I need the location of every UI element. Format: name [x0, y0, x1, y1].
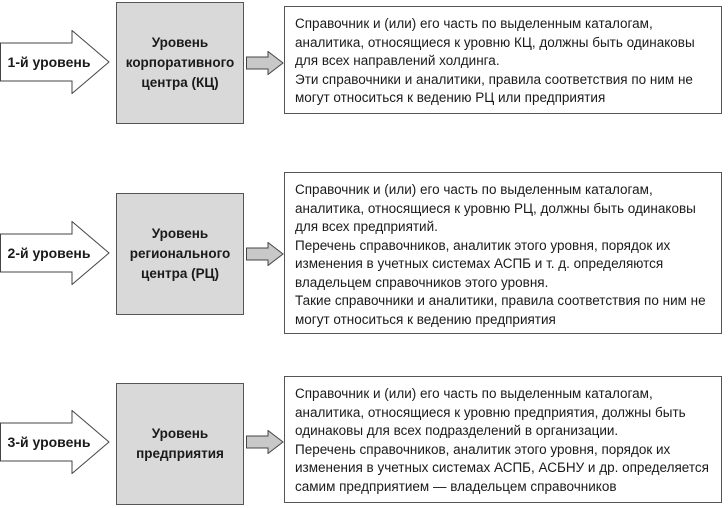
level-2-desc-para-3: Такие справочники и аналитики, правила соответствия по ним не могут относиться к ведению предприятия [295, 293, 706, 327]
level-1-box-line-1: Уровень [151, 35, 209, 50]
level-1-box-line-2: корпоративного [125, 55, 235, 70]
level-2-box-line-3: центра (РЦ) [141, 266, 219, 281]
level-1-description [284, 6, 722, 114]
level-2-box-line-1: Уровень [151, 226, 209, 241]
level-1-box-line-3: центра (КЦ) [141, 75, 219, 90]
level-2-description [284, 172, 722, 334]
level-3-box-line-2: предприятия [136, 446, 224, 461]
level-2-arrow [0, 221, 110, 285]
level-3-box [116, 383, 244, 505]
level-2-desc-para-2: Перечень справочников, аналитик этого уровня, порядок их изменения в учетных системах АСПБ и т. д. определяются владельцем справочников этого уровня. [295, 237, 671, 290]
level-1-connector-arrow-icon [246, 51, 284, 75]
level-1-arrow [0, 30, 110, 94]
level-2-box [116, 193, 244, 315]
level-1-desc-para-2: Эти справочники и аналитики, правила соответствия по ним не могут относиться к ведению РЦ или предприятия [295, 71, 693, 105]
level-3-desc-para-1: Справочник и (или) его часть по выделенным каталогам, аналитика, относящиеся к уровню предприятия, должны быть одинаковы для всех подразделений в организации. [295, 386, 686, 438]
level-3-connector-arrow-icon [246, 430, 284, 454]
level-1-box [116, 2, 244, 124]
level-3-desc-para-2: Перечень справочников, аналитик этого уровня, порядок их изменения в учетных системах АСПБ, АСБНУ и др. определяется самим предприятием — владельцем справочников [295, 441, 709, 494]
level-1-desc-para-1: Справочник и (или) его часть по выделенным каталогам, аналитика, относящиеся к уровню КЦ, должны быть одинаковы для всех направлений холдинга. [295, 16, 695, 68]
level-3-arrow [0, 410, 110, 474]
level-2-connector-arrow-icon [246, 242, 284, 266]
level-3-box-line-1: Уровень [151, 426, 209, 441]
level-1-label: 1-й уровень [7, 54, 91, 70]
level-2-label: 2-й уровень [7, 245, 91, 261]
level-3-label: 3-й уровень [7, 434, 91, 450]
level-2-desc-para-1: Справочник и (или) его часть по выделенным каталогам, аналитика, относящиеся к уровню РЦ, должны быть одинаковы для всех предприятий. [295, 182, 696, 234]
level-3-description [284, 376, 722, 503]
level-2-box-line-2: регионального [129, 246, 231, 261]
